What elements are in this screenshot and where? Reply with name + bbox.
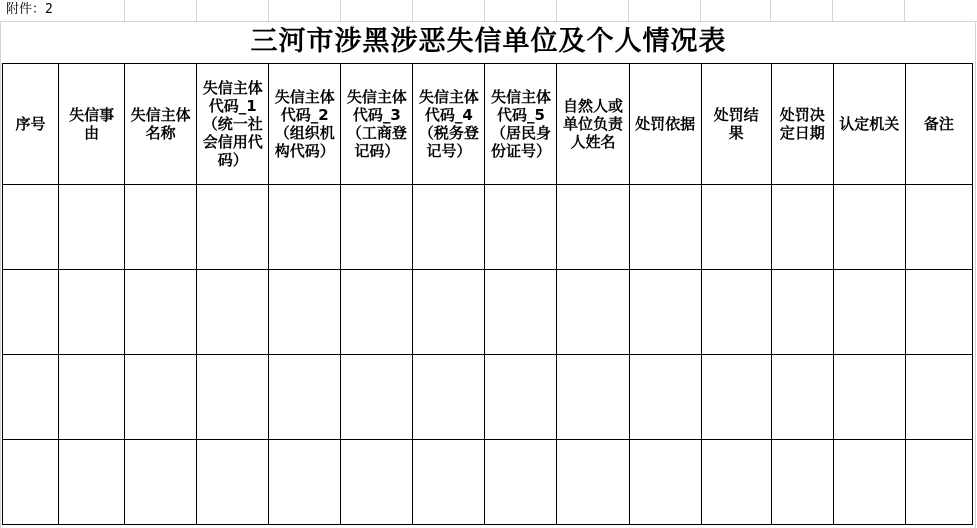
table-cell[interactable]	[629, 185, 701, 270]
table-cell[interactable]	[269, 185, 341, 270]
gridline	[196, 0, 197, 21]
table-cell[interactable]	[629, 440, 701, 525]
table-cell[interactable]	[197, 440, 269, 525]
table-cell[interactable]	[3, 440, 59, 525]
column-header-code-5: 失信主体代码_5（居民身份证号）	[485, 64, 557, 185]
table-cell[interactable]	[905, 185, 972, 270]
table-cell[interactable]	[413, 355, 485, 440]
table-cell[interactable]	[629, 355, 701, 440]
table-cell[interactable]	[269, 440, 341, 525]
gridline	[832, 0, 833, 21]
title-row	[0, 21, 977, 63]
column-header-reason: 失信事由	[59, 64, 125, 185]
table-cell[interactable]	[701, 270, 771, 355]
table-cell[interactable]	[833, 355, 905, 440]
gridline	[628, 0, 629, 21]
column-header-penalty-basis: 处罚依据	[629, 64, 701, 185]
table-cell[interactable]	[701, 355, 771, 440]
column-header-penalty-date: 处罚决定日期	[771, 64, 833, 185]
gridline	[556, 0, 557, 21]
table-cell[interactable]	[701, 185, 771, 270]
header-row	[3, 64, 973, 185]
table-cell[interactable]	[485, 270, 557, 355]
table-cell[interactable]	[269, 270, 341, 355]
gridline	[124, 0, 125, 21]
column-header-subject-name: 失信主体名称	[125, 64, 197, 185]
table-cell[interactable]	[771, 355, 833, 440]
table-cell[interactable]	[557, 270, 629, 355]
column-header-index: 序号	[3, 64, 59, 185]
sheet-left-edge	[0, 21, 1, 528]
sheet-right-edge	[975, 21, 976, 528]
gridline	[904, 0, 905, 21]
table-row	[3, 270, 973, 355]
table-cell[interactable]	[3, 185, 59, 270]
table-cell[interactable]	[3, 355, 59, 440]
table-cell[interactable]	[341, 270, 413, 355]
table-cell[interactable]	[833, 270, 905, 355]
column-header-code-1: 失信主体代码_1（统一社会信用代码）	[197, 64, 269, 185]
table-cell[interactable]	[771, 440, 833, 525]
column-header-penalty-result: 处罚结果	[701, 64, 771, 185]
table-cell[interactable]	[557, 440, 629, 525]
table-cell[interactable]	[629, 270, 701, 355]
table-cell[interactable]	[413, 185, 485, 270]
table-cell[interactable]	[269, 355, 341, 440]
table-cell[interactable]	[485, 355, 557, 440]
table-cell[interactable]	[59, 355, 125, 440]
table-cell[interactable]	[905, 440, 972, 525]
gridline	[268, 0, 269, 21]
table-cell[interactable]	[197, 270, 269, 355]
table-title: 三河市涉黑涉恶失信单位及个人情况表	[250, 26, 727, 57]
table-cell[interactable]	[557, 355, 629, 440]
table-cell[interactable]	[59, 185, 125, 270]
table-cell[interactable]	[485, 440, 557, 525]
table-cell[interactable]	[557, 185, 629, 270]
table-cell[interactable]	[341, 440, 413, 525]
table-cell[interactable]	[3, 270, 59, 355]
table-cell[interactable]	[701, 440, 771, 525]
column-header-authority: 认定机关	[833, 64, 905, 185]
table-cell[interactable]	[125, 440, 197, 525]
table-row	[3, 440, 973, 525]
table-cell[interactable]	[59, 440, 125, 525]
table-row	[3, 355, 973, 440]
table-row	[3, 185, 973, 270]
column-header-responsible-person: 自然人或单位负责人姓名	[557, 64, 629, 185]
gridline	[770, 0, 771, 21]
attachment-label: 附件：2	[6, 2, 53, 17]
table-cell[interactable]	[771, 185, 833, 270]
column-header-code-3: 失信主体代码_3（工商登记码）	[341, 64, 413, 185]
table-cell[interactable]	[833, 185, 905, 270]
table-cell[interactable]	[905, 355, 972, 440]
table-cell[interactable]	[413, 440, 485, 525]
table-cell[interactable]	[125, 185, 197, 270]
credit-table	[2, 63, 973, 525]
column-header-code-4: 失信主体代码_4（税务登记号）	[413, 64, 485, 185]
gridline	[340, 0, 341, 21]
table-cell[interactable]	[833, 440, 905, 525]
table-cell[interactable]	[125, 270, 197, 355]
gridline	[412, 0, 413, 21]
table-cell[interactable]	[341, 355, 413, 440]
gridline	[484, 0, 485, 21]
gridline	[700, 0, 701, 21]
table-cell[interactable]	[59, 270, 125, 355]
table-cell[interactable]	[771, 270, 833, 355]
table-cell[interactable]	[413, 270, 485, 355]
table-cell[interactable]	[197, 355, 269, 440]
table-cell[interactable]	[197, 185, 269, 270]
table-cell[interactable]	[485, 185, 557, 270]
table-cell[interactable]	[341, 185, 413, 270]
column-header-code-2: 失信主体代码_2（组织机构代码）	[269, 64, 341, 185]
table-cell[interactable]	[125, 355, 197, 440]
attachment-row	[0, 0, 977, 22]
table-cell[interactable]	[905, 270, 972, 355]
column-header-remarks: 备注	[905, 64, 972, 185]
